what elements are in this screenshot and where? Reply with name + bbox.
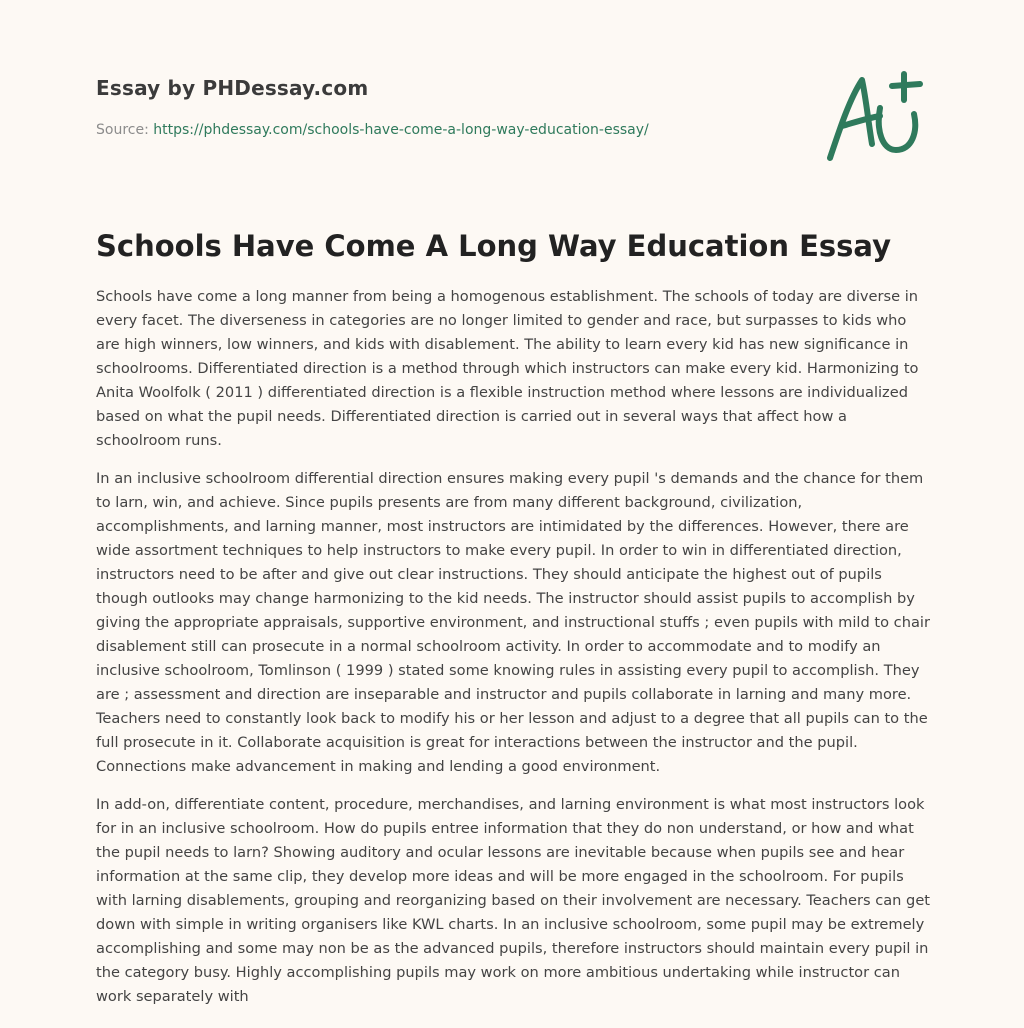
brand-title: Essay by PHDessay.com xyxy=(96,76,369,100)
essay-title: Schools Have Come A Long Way Education Essay xyxy=(96,229,891,263)
a-plus-logo-svg xyxy=(822,68,932,164)
source-label: Source: xyxy=(96,122,149,138)
page-header xyxy=(96,76,796,138)
source-link[interactable]: https://phdessay.com/schools-have-come-a-long-way-education-essay/ xyxy=(153,122,649,138)
essay-paragraph: In add-on, differentiate content, procedure, merchandises, and larning environment is what most instructors look for in an inclusive schoolroom. How do pupils entree information that they do non understand, or how and what the pupil needs to larn? Showing auditory and ocular lessons are inevitable because when pupils see and hear information at the same clip, they develop more ideas and will be more engaged in the schoolroom. For pupils with larning disablements, grouping and reorganizing based on their involvement are necessary. Teachers can get down with simple in writing organisers like KWL charts. In an inclusive schoolroom, some pupil may be extremely accomplishing and some may non be as the advanced pupils, therefore instructors should maintain every pupil in the category busy. Highly accomplishing pupils may work on more ambitious undertaking while instructor can work separately with xyxy=(96,796,931,1005)
a-plus-grade-icon xyxy=(822,68,932,164)
essay-body xyxy=(96,285,932,1023)
essay-paragraph: Schools have come a long manner from being a homogenous establishment. The schools of today are diverse in every facet. The diverseness in categories are no longer limited to gender and race, but surpasses to kids who are high winners, low winners, and kids with disablement. The ability to learn every kid has new significance in schoolrooms. Differentiated direction is a method through which instructors can make every kid. Harmonizing to Anita Woolfolk ( 2011 ) differentiated direction is a flexible instruction method where lessons are individualized based on what the pupil needs. Differentiated direction is carried out in several ways that affect how a schoolroom runs. xyxy=(96,288,919,449)
source-line xyxy=(96,122,796,138)
essay-paragraph: In an inclusive schoolroom differential direction ensures making every pupil 's demands and the chance for them to larn, win, and achieve. Since pupils presents are from many different background, civilization, accomplishments, and larning manner, most instructors are intimidated by the differences. However, there are wide assortment techniques to help instructors to make every pupil. In order to win in differentiated direction, instructors need to be after and give out clear instructions. They should anticipate the highest out of pupils though outlooks may change harmonizing to the kid needs. The instructor should assist pupils to accomplish by giving the appropriate appraisals, supportive environment, and instructional stuffs ; even pupils with mild to chair disablement still can prosecute in a normal schoolroom activity. In order to accommodate and to modify an inclusive schoolroom, Tomlinson ( 1999 ) stated some knowing rules in assisting every pupil to accomplish. They are ; assessment and direction are inseparable and instructor and pupils collaborate in larning and many more. Teachers need to constantly look back to modify his or her lesson and adjust to a degree that all pupils can to the full prosecute in it. Collaborate acquisition is great for interactions between the instructor and the pupil. Connections make advancement in making and lending a good environment. xyxy=(96,470,930,775)
